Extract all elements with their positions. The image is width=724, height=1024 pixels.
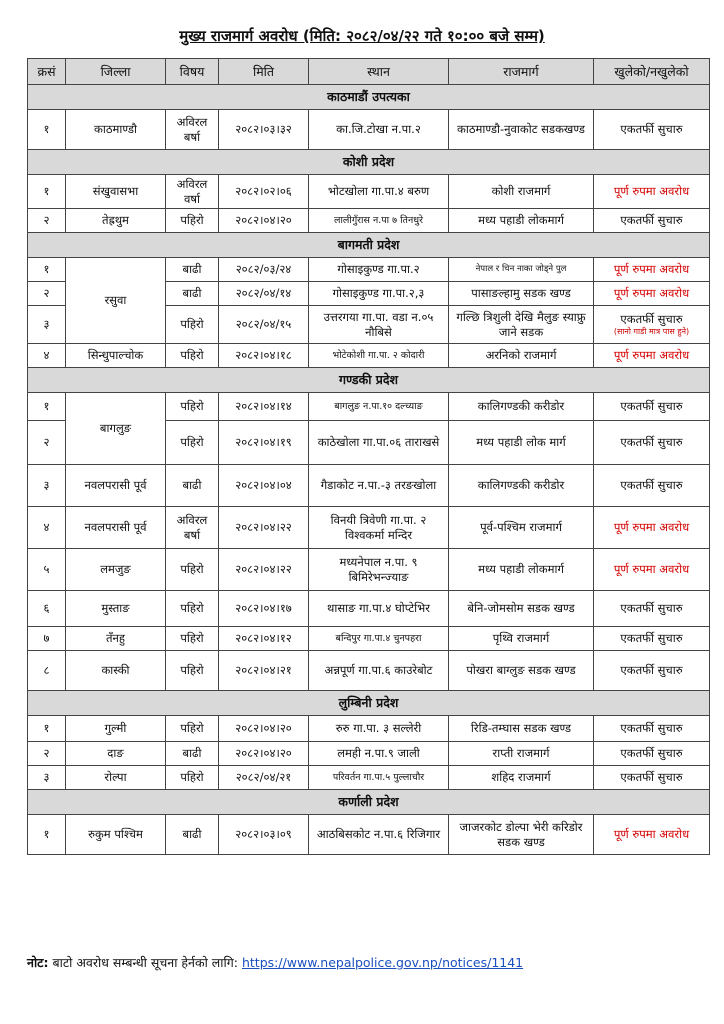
cell-subject: बाढी — [166, 742, 219, 766]
cell-sn: ४ — [28, 344, 66, 368]
cell-status — [594, 209, 710, 233]
status-note: (सानो गाडी मात्र पास हुने) — [613, 326, 690, 336]
status-text: एकतर्फी सुचारु — [620, 478, 683, 493]
section-title: काठमाडौं उपत्यका — [28, 85, 710, 110]
status-text: पूर्ण रुपमा अवरोध — [613, 827, 690, 842]
cell-highway: मध्य पहाडी लोकमार्ग — [449, 549, 594, 591]
cell-place: उत्तरगया गा.पा. वडा न.०५ नौबिसे — [309, 306, 449, 344]
cell-status — [594, 393, 710, 421]
cell-status — [594, 507, 710, 549]
cell-sn: ४ — [28, 507, 66, 549]
col-header-status: खुलेको/नखुलेको — [594, 59, 710, 85]
cell-sn: ६ — [28, 591, 66, 627]
cell-place: बन्दिपुर गा.पा.४ चुनपहरा — [309, 627, 449, 651]
table-row — [28, 591, 710, 627]
cell-place: लालीगुँरास न.पा ७ तिनधुरे — [309, 209, 449, 233]
cell-district: रुकुम पश्चिम — [66, 815, 166, 855]
col-header-place: स्थान — [309, 59, 449, 85]
table-row — [28, 110, 710, 150]
cell-highway: मध्य पहाडी लोक मार्ग — [449, 421, 594, 465]
cell-sn: २ — [28, 742, 66, 766]
col-header-highway: राजमार्ग — [449, 59, 594, 85]
section-title: लुम्बिनी प्रदेश — [28, 691, 710, 716]
cell-status — [594, 175, 710, 209]
cell-district: रसुवा — [66, 258, 166, 344]
table-row — [28, 549, 710, 591]
cell-date: २०८२।०२।०६ — [219, 175, 309, 209]
cell-date: २०८२/०४/१५ — [219, 306, 309, 344]
status-text: पूर्ण रुपमा अवरोध — [613, 562, 690, 577]
cell-sn: ७ — [28, 627, 66, 651]
cell-place: मध्यनेपाल न.पा. ९ बिमिरेभन्ज्याङ — [309, 549, 449, 591]
cell-date: २०८२।०४।१२ — [219, 627, 309, 651]
cell-place: भोटेकोशी गा.पा. २ कोदारी — [309, 344, 449, 368]
cell-date: २०८२।०४।२१ — [219, 651, 309, 691]
cell-place: थासाङ गा.पा.४ घोप्टेभिर — [309, 591, 449, 627]
cell-highway: राप्ती राजमार्ग — [449, 742, 594, 766]
table-row — [28, 742, 710, 766]
cell-place: गोसाइकुण्ड गा.पा.२,३ — [309, 282, 449, 306]
cell-highway: कालिगण्डकी करीडोर — [449, 465, 594, 507]
cell-subject: पहिरो — [166, 766, 219, 790]
cell-subject: पहिरो — [166, 421, 219, 465]
cell-subject: पहिरो — [166, 344, 219, 368]
status-text: एकतर्फी सुचारु — [620, 770, 683, 785]
cell-status — [594, 549, 710, 591]
status-text: एकतर्फी सुचारु — [620, 663, 683, 678]
cell-district: तँनहु — [66, 627, 166, 651]
cell-highway: शहिद राजमार्ग — [449, 766, 594, 790]
cell-sn: ३ — [28, 465, 66, 507]
cell-status — [594, 344, 710, 368]
cell-place: अन्नपूर्ण गा.पा.६ काउरेबोट — [309, 651, 449, 691]
cell-sn: १ — [28, 258, 66, 282]
status-text: पूर्ण रुपमा अवरोध — [613, 286, 690, 301]
cell-sn: १ — [28, 716, 66, 742]
status-text: एकतर्फी सुचारु — [620, 213, 683, 228]
cell-date: २०८२।०४।२२ — [219, 507, 309, 549]
status-text: एकतर्फी सुचारु — [620, 312, 683, 327]
cell-district: तेह्रथुम — [66, 209, 166, 233]
cell-subject: पहिरो — [166, 549, 219, 591]
cell-status — [594, 766, 710, 790]
cell-place: परिवर्तन गा.पा.५ पुल्लाचौर — [309, 766, 449, 790]
cell-sn: १ — [28, 815, 66, 855]
cell-district: नवलपरासी पूर्व — [66, 465, 166, 507]
section-row — [28, 790, 710, 815]
cell-subject: पहिरो — [166, 627, 219, 651]
cell-date: २०८२।०४।२० — [219, 742, 309, 766]
cell-district: नवलपरासी पूर्व — [66, 507, 166, 549]
cell-subject: बाढी — [166, 282, 219, 306]
table-row — [28, 716, 710, 742]
cell-highway: गल्छि त्रिशुली देखि मैलुङ स्याफ्रु जाने सडक — [449, 306, 594, 344]
table-row — [28, 507, 710, 549]
table-row — [28, 815, 710, 855]
cell-highway: जाजरकोट डोल्पा भेरी करिडोर सडक खण्ड — [449, 815, 594, 855]
cell-highway: बेनि-जोमसोम सडक खण्ड — [449, 591, 594, 627]
col-header-sn: क्रसं — [28, 59, 66, 85]
cell-district: रोल्पा — [66, 766, 166, 790]
cell-district: दाङ — [66, 742, 166, 766]
cell-sn: २ — [28, 209, 66, 233]
header-row — [28, 59, 710, 85]
table-row — [28, 651, 710, 691]
cell-place: आठबिसकोट न.पा.६ रिजिगार — [309, 815, 449, 855]
status-text: पूर्ण रुपमा अवरोध — [613, 348, 690, 363]
status-text: एकतर्फी सुचारु — [620, 631, 683, 646]
cell-district: काठमाण्डौ — [66, 110, 166, 150]
cell-date: २०८२।०४।१९ — [219, 421, 309, 465]
status-text: पूर्ण रुपमा अवरोध — [613, 184, 690, 199]
cell-date: २०८२/०३/२४ — [219, 258, 309, 282]
cell-date: २०८२।०४।२० — [219, 209, 309, 233]
section-row — [28, 85, 710, 110]
cell-sn: ५ — [28, 549, 66, 591]
cell-place: काठेखोला गा.पा.०६ ताराखसे — [309, 421, 449, 465]
cell-subject: पहिरो — [166, 591, 219, 627]
cell-status — [594, 306, 710, 344]
cell-date: २०८२।०४।२२ — [219, 549, 309, 591]
cell-date: २०८२।०३।३२ — [219, 110, 309, 150]
status-text: एकतर्फी सुचारु — [620, 399, 683, 414]
status-text: एकतर्फी सुचारु — [620, 746, 683, 761]
cell-district: मुस्ताङ — [66, 591, 166, 627]
cell-date: २०८२।०४।१७ — [219, 591, 309, 627]
cell-place: बागलुङ न.पा.१० दल्च्याङ — [309, 393, 449, 421]
cell-sn: ३ — [28, 766, 66, 790]
cell-date: २०८२/०४/२१ — [219, 766, 309, 790]
cell-subject: पहिरो — [166, 716, 219, 742]
status-text: एकतर्फी सुचारु — [620, 122, 683, 137]
road-blockage-table — [27, 58, 710, 855]
cell-status — [594, 742, 710, 766]
footer-note — [27, 954, 523, 971]
cell-place: भोटखोला गा.पा.४ बरुण — [309, 175, 449, 209]
cell-status — [594, 465, 710, 507]
cell-date: २०८२/०४/१४ — [219, 282, 309, 306]
cell-subject: पहिरो — [166, 209, 219, 233]
cell-subject: बाढी — [166, 815, 219, 855]
cell-date: २०८२।०४।०४ — [219, 465, 309, 507]
cell-place: रुरु गा.पा. ३ सल्लेरी — [309, 716, 449, 742]
cell-sn: ३ — [28, 306, 66, 344]
cell-place: विनयी त्रिवेणी गा.पा. २ विश्वकर्मा मन्दिर — [309, 507, 449, 549]
cell-place: गैडाकोट न.पा.-३ तरङखोला — [309, 465, 449, 507]
table-row — [28, 766, 710, 790]
cell-sn: २ — [28, 282, 66, 306]
cell-highway: कालिगण्डकी करीडोर — [449, 393, 594, 421]
cell-subject: पहिरो — [166, 393, 219, 421]
cell-date: २०८२।०४।२० — [219, 716, 309, 742]
section-row — [28, 691, 710, 716]
cell-highway: अरनिको राजमार्ग — [449, 344, 594, 368]
cell-district: लमजुङ — [66, 549, 166, 591]
cell-date: २०८२।०३।०९ — [219, 815, 309, 855]
cell-district: सिन्धुपाल्चोक — [66, 344, 166, 368]
cell-district: कास्की — [66, 651, 166, 691]
table-row — [28, 393, 710, 421]
cell-sn: १ — [28, 393, 66, 421]
notice-link[interactable]: https://www.nepalpolice.gov.np/notices/1141 — [241, 955, 524, 970]
cell-subject: अविरल बर्षा — [166, 507, 219, 549]
note-text: बाटो अवरोध सम्बन्धी सूचना हेर्नको लागि: — [52, 955, 238, 970]
cell-date: २०८२।०४।१८ — [219, 344, 309, 368]
cell-status — [594, 258, 710, 282]
section-row — [28, 368, 710, 393]
cell-highway: काठमाण्डौ-नुवाकोट सडकखण्ड — [449, 110, 594, 150]
cell-status — [594, 815, 710, 855]
cell-sn: १ — [28, 175, 66, 209]
table-row — [28, 627, 710, 651]
cell-sn: २ — [28, 421, 66, 465]
status-text: पूर्ण रुपमा अवरोध — [613, 520, 690, 535]
section-title: गण्डकी प्रदेश — [28, 368, 710, 393]
cell-subject: अविरल वर्षा — [166, 175, 219, 209]
cell-place: लमही न.पा.९ जाली — [309, 742, 449, 766]
cell-highway: नेपाल र चिन नाका जोड्ने पुल — [449, 258, 594, 282]
table-row — [28, 209, 710, 233]
cell-subject: बाढी — [166, 465, 219, 507]
cell-status — [594, 421, 710, 465]
status-text: पूर्ण रुपमा अवरोध — [613, 262, 690, 277]
cell-district: गुल्मी — [66, 716, 166, 742]
col-header-date: मिति — [219, 59, 309, 85]
table-row — [28, 465, 710, 507]
cell-sn: १ — [28, 110, 66, 150]
cell-status — [594, 716, 710, 742]
cell-highway: पृथ्वि राजमार्ग — [449, 627, 594, 651]
note-label: नोट: — [27, 955, 49, 970]
table-row — [28, 344, 710, 368]
cell-highway: मध्य पहाडी लोकमार्ग — [449, 209, 594, 233]
cell-highway: पूर्व-पश्चिम राजमार्ग — [449, 507, 594, 549]
cell-highway: पोखरा बाग्लुङ सडक खण्ड — [449, 651, 594, 691]
cell-status — [594, 282, 710, 306]
table-row — [28, 175, 710, 209]
cell-place: गोसाइकुण्ड गा.पा.२ — [309, 258, 449, 282]
cell-status — [594, 591, 710, 627]
status-text: एकतर्फी सुचारु — [620, 435, 683, 450]
cell-highway: कोशी राजमार्ग — [449, 175, 594, 209]
cell-sn: ८ — [28, 651, 66, 691]
cell-district: बागलुङ — [66, 393, 166, 465]
page-title: मुख्य राजमार्ग अवरोध (मिति: २०८२/०४/२२ गते १०:०० बजे सम्म) — [179, 27, 545, 45]
cell-status — [594, 110, 710, 150]
table-row — [28, 258, 710, 282]
cell-highway: रिडि-तम्घास सडक खण्ड — [449, 716, 594, 742]
section-title: कोशी प्रदेश — [28, 150, 710, 175]
cell-highway: पासाङल्हामु सडक खण्ड — [449, 282, 594, 306]
status-text: एकतर्फी सुचारु — [620, 601, 683, 616]
col-header-subject: विषय — [166, 59, 219, 85]
cell-date: २०८२।०४।१४ — [219, 393, 309, 421]
cell-status — [594, 651, 710, 691]
section-title: कर्णाली प्रदेश — [28, 790, 710, 815]
col-header-district: जिल्ला — [66, 59, 166, 85]
section-row — [28, 233, 710, 258]
status-text: एकतर्फी सुचारु — [620, 721, 683, 736]
cell-subject: अविरल बर्षा — [166, 110, 219, 150]
cell-status — [594, 627, 710, 651]
cell-district: संखुवासभा — [66, 175, 166, 209]
section-row — [28, 150, 710, 175]
section-title: बागमती प्रदेश — [28, 233, 710, 258]
cell-subject: पहिरो — [166, 651, 219, 691]
cell-subject: बाढी — [166, 258, 219, 282]
cell-subject: पहिरो — [166, 306, 219, 344]
cell-place: का.जि.टोखा न.पा.२ — [309, 110, 449, 150]
